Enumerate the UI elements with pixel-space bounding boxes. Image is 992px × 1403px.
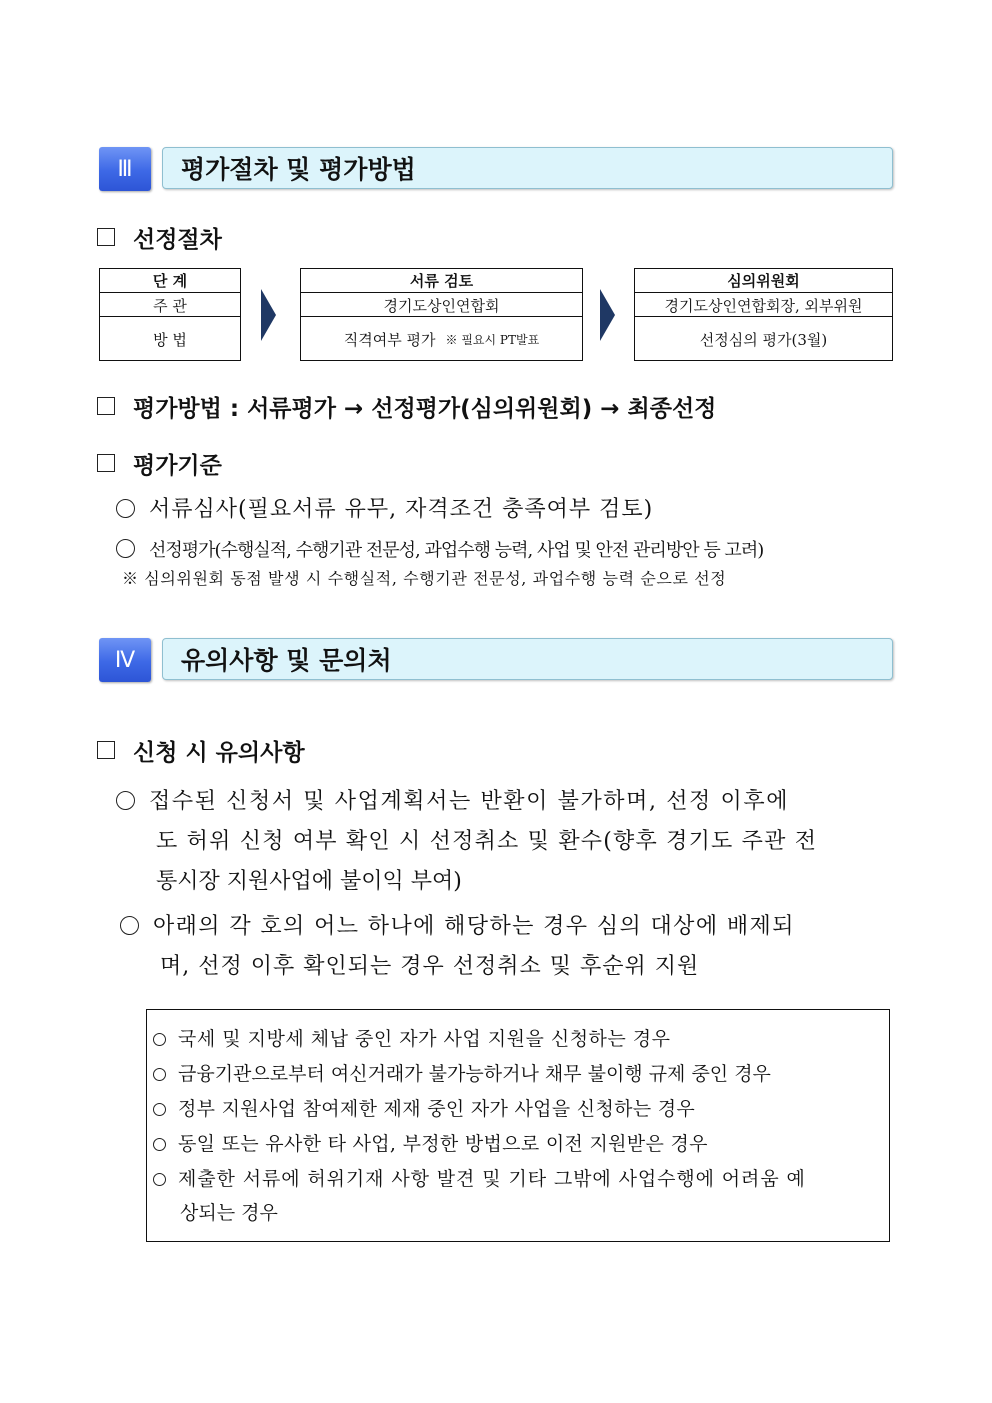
heading-text: 선정절차 bbox=[133, 226, 222, 253]
process-step-committee bbox=[634, 268, 893, 361]
circle-bullet-icon bbox=[153, 1033, 166, 1046]
step-method-text: 직격여부 평가 bbox=[343, 330, 436, 349]
exclusion-item bbox=[153, 1164, 806, 1191]
stage-label: 단 계 bbox=[152, 272, 188, 290]
exclusion-text: 제출한 서류에 허위기재 사항 발견 및 기타 그밖에 사업수행에 어려움 예 bbox=[178, 1168, 806, 1190]
heading-text: 신청 시 유의사항 bbox=[133, 739, 305, 766]
circle-bullet-icon bbox=[120, 916, 139, 935]
section-number: Ⅲ bbox=[117, 156, 133, 182]
criteria-item bbox=[116, 536, 763, 562]
exclusion-text: 국세 및 지방세 체납 중인 자가 사업 지원을 신청하는 경우 bbox=[178, 1028, 671, 1050]
host-label: 주 관 bbox=[100, 292, 240, 317]
process-label-column bbox=[99, 268, 241, 361]
section-title-bar bbox=[162, 147, 893, 189]
exclusion-item bbox=[153, 1094, 695, 1121]
checkbox-square-icon bbox=[97, 741, 115, 759]
section-title-bar bbox=[162, 638, 893, 680]
step-method bbox=[301, 316, 582, 361]
note-text-continued: 도 허위 신청 여부 확인 시 선정취소 및 환수(향후 경기도 주관 전 bbox=[156, 829, 818, 854]
section-title: 유의사항 및 문의처 bbox=[181, 646, 392, 675]
selection-procedure-heading bbox=[97, 222, 222, 252]
process-step-document-review bbox=[300, 268, 583, 361]
circle-bullet-icon bbox=[153, 1138, 166, 1151]
exclusion-item bbox=[153, 1129, 708, 1156]
circle-bullet-icon bbox=[116, 791, 135, 810]
circle-bullet-icon bbox=[116, 539, 135, 558]
section-title: 평가절차 및 평가방법 bbox=[181, 155, 416, 184]
note-text: 접수된 신청서 및 사업계획서는 반환이 불가하며, 선정 이후에 bbox=[149, 789, 790, 814]
evaluation-criteria-heading bbox=[97, 448, 222, 478]
circle-bullet-icon bbox=[153, 1068, 166, 1081]
note-item bbox=[116, 784, 888, 815]
exclusion-text: 정부 지원사업 참여제한 제재 중인 자가 사업을 신청하는 경우 bbox=[178, 1098, 696, 1120]
criteria-note: ※ 심의위원회 동점 발생 시 수행실적, 수행기관 전문성, 과업수행 능력 순으로 선정 bbox=[122, 569, 727, 588]
circle-bullet-icon bbox=[153, 1173, 166, 1186]
method-label: 방 법 bbox=[100, 316, 240, 361]
note-item bbox=[120, 909, 795, 940]
criteria-text: 선정평가(수행실적, 수행기관 전문성, 과업수행 능력, 사업 및 안전 관리방안 등 고려) bbox=[149, 540, 764, 561]
exclusion-text: 금융기관으로부터 여신거래가 불가능하거나 채무 불이행 규제 중인 경우 bbox=[178, 1063, 771, 1085]
checkbox-square-icon bbox=[97, 454, 115, 472]
flow-arrow-icon bbox=[600, 289, 615, 341]
exclusion-item bbox=[153, 1024, 671, 1051]
note-text: 아래의 각 호의 어느 하나에 해당하는 경우 심의 대상에 배제되 bbox=[153, 914, 795, 939]
step-method-note: ※ 필요시 PT발표 bbox=[445, 332, 540, 347]
criteria-item bbox=[116, 492, 653, 523]
step-host: 경기도상인연합회 bbox=[301, 292, 582, 317]
exclusion-text: 동일 또는 유사한 타 사업, 부정한 방법으로 이전 지원받은 경우 bbox=[178, 1133, 708, 1155]
heading-text: 평가방법 : 서류평가 → 선정평가(심의위원회) → 최종선정 bbox=[133, 395, 717, 422]
section-number-badge bbox=[99, 638, 151, 682]
step-method: 선정심의 평가(3월) bbox=[635, 316, 892, 361]
section-number-badge bbox=[99, 147, 151, 191]
exclusion-list-box bbox=[146, 1009, 890, 1242]
exclusion-item bbox=[153, 1059, 771, 1086]
exclusion-text-continued: 상되는 경우 bbox=[180, 1202, 278, 1224]
heading-text: 평가기준 bbox=[133, 452, 222, 479]
evaluation-method-heading bbox=[97, 391, 716, 421]
checkbox-square-icon bbox=[97, 397, 115, 415]
circle-bullet-icon bbox=[116, 499, 135, 518]
step-stage: 서류 검토 bbox=[409, 272, 474, 290]
checkbox-square-icon bbox=[97, 228, 115, 246]
application-notes-heading bbox=[97, 735, 305, 765]
criteria-text: 서류심사(필요서류 유무, 자격조건 충족여부 검토) bbox=[149, 497, 654, 522]
note-text-continued: 통시장 지원사업에 불이익 부여) bbox=[156, 869, 462, 894]
step-stage: 심의위원회 bbox=[727, 272, 800, 290]
section-number: Ⅳ bbox=[114, 647, 136, 673]
flow-arrow-icon bbox=[261, 289, 276, 341]
step-host: 경기도상인연합회장, 외부위원 bbox=[635, 292, 892, 317]
note-text-continued: 며, 선정 이후 확인되는 경우 선정취소 및 후순위 지원 bbox=[160, 954, 700, 979]
circle-bullet-icon bbox=[153, 1103, 166, 1116]
